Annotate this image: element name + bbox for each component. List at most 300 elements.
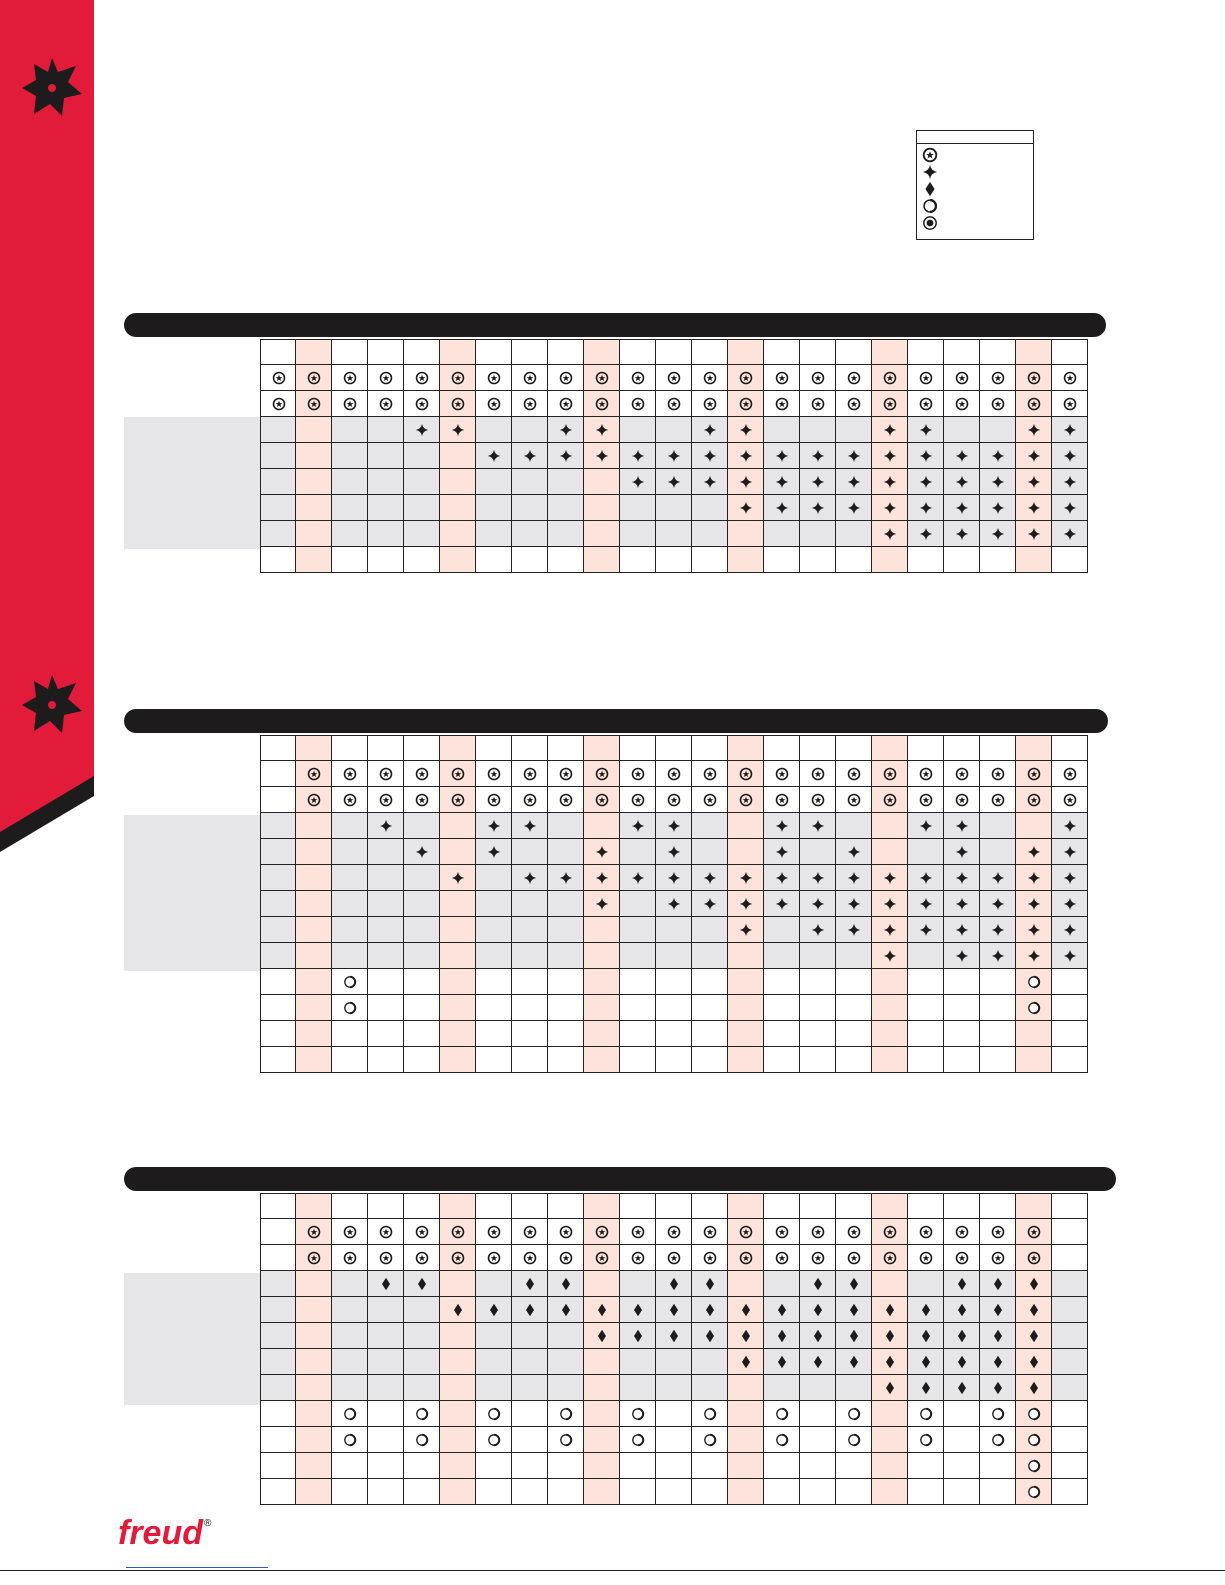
star-circle-icon (451, 397, 465, 411)
table-cell (584, 495, 620, 521)
table-cell (836, 521, 872, 547)
table-cell (548, 521, 584, 547)
star-circle-icon (595, 371, 609, 385)
table-cell (332, 839, 368, 865)
table-cell (764, 1453, 800, 1479)
star-circle-icon (955, 1225, 969, 1239)
diamond-icon (523, 1277, 537, 1291)
diamond-icon (631, 1303, 645, 1317)
table-cell (476, 969, 512, 995)
open-circle-icon (847, 1407, 861, 1421)
table-cell (872, 1219, 908, 1245)
table-cell (296, 1401, 332, 1427)
table-cell (440, 1271, 476, 1297)
table-cell (512, 365, 548, 391)
star-circle-icon (883, 1225, 897, 1239)
table-cell (368, 521, 404, 547)
diamond-icon (847, 1355, 861, 1369)
star-circle-icon (703, 1225, 717, 1239)
table-cell (332, 813, 368, 839)
table-cell (980, 365, 1016, 391)
star-circle-icon (703, 793, 717, 807)
table-cell (476, 1245, 512, 1271)
star-circle-icon (811, 793, 825, 807)
table-cell (620, 787, 656, 813)
star-circle-icon (847, 1225, 861, 1239)
four-point-star-icon (775, 475, 789, 489)
four-point-star-icon (1063, 949, 1077, 963)
table-cell (404, 521, 440, 547)
four-point-star-icon (1063, 501, 1077, 515)
table-row (260, 813, 1088, 839)
table-cell (620, 1453, 656, 1479)
table-cell (260, 365, 296, 391)
table-cell (692, 1349, 728, 1375)
table-cell (980, 969, 1016, 995)
four-point-star-icon (883, 949, 897, 963)
diamond-icon (847, 1303, 861, 1317)
star-circle-icon (991, 371, 1005, 385)
table-cell (800, 1193, 836, 1219)
table-cell (1052, 469, 1088, 495)
four-point-star-icon (667, 819, 681, 833)
table-cell (296, 1349, 332, 1375)
table-cell (368, 969, 404, 995)
open-circle-icon (1027, 1433, 1041, 1447)
table-cell (620, 469, 656, 495)
open-circle-icon (847, 1433, 861, 1447)
table-cell (548, 995, 584, 1021)
table-cell (1052, 1193, 1088, 1219)
star-circle-icon (631, 1225, 645, 1239)
table-cell (1016, 1297, 1052, 1323)
table-cell (908, 787, 944, 813)
table-cell (476, 417, 512, 443)
table-cell (332, 391, 368, 417)
four-point-star-icon (955, 449, 969, 463)
table-cell (620, 813, 656, 839)
table-cell (944, 365, 980, 391)
table-cell (548, 1245, 584, 1271)
table-cell (440, 1479, 476, 1505)
table-cell (1052, 1375, 1088, 1401)
table-cell (440, 943, 476, 969)
table-cell (512, 1453, 548, 1479)
table-cell (368, 813, 404, 839)
table-cell (764, 813, 800, 839)
table-cell (980, 1219, 1016, 1245)
table-cell (476, 1323, 512, 1349)
table-cell (872, 1193, 908, 1219)
diamond-icon (631, 1329, 645, 1343)
table-cell (296, 417, 332, 443)
table-row (260, 1047, 1088, 1073)
four-point-star-icon (1063, 845, 1077, 859)
table-cell (764, 1021, 800, 1047)
table-cell (980, 547, 1016, 573)
table-cell (584, 1219, 620, 1245)
table-cell (620, 443, 656, 469)
table-cell (980, 1271, 1016, 1297)
table-cell (404, 339, 440, 365)
table-cell (620, 917, 656, 943)
table-cell (836, 1349, 872, 1375)
table-cell (800, 1349, 836, 1375)
table-cell (656, 1427, 692, 1453)
table-cell (1052, 891, 1088, 917)
star-circle-icon (451, 1251, 465, 1265)
table-cell (944, 547, 980, 573)
four-point-star-icon (1063, 449, 1077, 463)
table-cell (728, 521, 764, 547)
diamond-icon (703, 1303, 717, 1317)
table-cell (476, 761, 512, 787)
table-cell (1052, 761, 1088, 787)
table-cell (476, 469, 512, 495)
table-cell (800, 1047, 836, 1073)
table-cell (800, 917, 836, 943)
table-cell (548, 1479, 584, 1505)
table-cell (656, 1245, 692, 1271)
table-row (260, 391, 1088, 417)
table-cell (800, 1375, 836, 1401)
table-cell (692, 969, 728, 995)
table-cell (692, 839, 728, 865)
table-cell (368, 865, 404, 891)
star-circle-icon (631, 397, 645, 411)
table-row (260, 1021, 1088, 1047)
four-point-star-icon (667, 475, 681, 489)
table-cell (548, 839, 584, 865)
table-cell (620, 1323, 656, 1349)
diamond-icon (487, 1303, 501, 1317)
table-cell (872, 547, 908, 573)
table-row (260, 839, 1088, 865)
table-cell (980, 339, 1016, 365)
diamond-icon (919, 1303, 933, 1317)
table-cell (404, 365, 440, 391)
star-circle-icon (487, 1251, 501, 1265)
star-circle-icon (523, 397, 537, 411)
table-cell (836, 1297, 872, 1323)
table-cell (584, 1297, 620, 1323)
star-circle-icon (307, 767, 321, 781)
diamond-icon (595, 1329, 609, 1343)
table-cell (620, 495, 656, 521)
open-circle-icon (703, 1407, 717, 1421)
table-cell (656, 839, 692, 865)
url-underline (126, 1567, 268, 1568)
table-cell (800, 391, 836, 417)
table-cell (944, 917, 980, 943)
table-cell (908, 1271, 944, 1297)
table-cell (1016, 417, 1052, 443)
four-point-star-icon (955, 871, 969, 885)
star-circle-icon (991, 1225, 1005, 1239)
table-cell (944, 1349, 980, 1375)
table-cell (512, 917, 548, 943)
table-cell (584, 1271, 620, 1297)
diamond-icon (1027, 1277, 1041, 1291)
table-cell (980, 917, 1016, 943)
table-cell (836, 969, 872, 995)
table-cell (692, 1323, 728, 1349)
table-cell (584, 839, 620, 865)
table-cell (260, 891, 296, 917)
table-cell (1052, 1297, 1088, 1323)
star-circle-icon (487, 397, 501, 411)
table-cell (404, 1401, 440, 1427)
table-cell (980, 787, 1016, 813)
four-point-star-icon (739, 871, 753, 885)
table-cell (404, 1271, 440, 1297)
table-cell (404, 1297, 440, 1323)
table-cell (944, 495, 980, 521)
table-cell (728, 1401, 764, 1427)
star-circle-icon (883, 767, 897, 781)
table-cell (836, 1021, 872, 1047)
table-cell (692, 995, 728, 1021)
diamond-icon (919, 1355, 933, 1369)
category-band (124, 1273, 260, 1405)
table-cell (512, 865, 548, 891)
table-cell (368, 891, 404, 917)
table-cell (260, 1047, 296, 1073)
table-cell (728, 1047, 764, 1073)
table-cell (944, 391, 980, 417)
table-cell (728, 813, 764, 839)
table-cell (404, 547, 440, 573)
star-circle-icon (667, 397, 681, 411)
diamond-icon (703, 1329, 717, 1343)
open-circle-icon (343, 975, 357, 989)
table-cell (332, 1375, 368, 1401)
table-cell (332, 339, 368, 365)
table-cell (368, 839, 404, 865)
table-cell (440, 839, 476, 865)
four-point-star-icon (775, 897, 789, 911)
table-cell (620, 1219, 656, 1245)
table-cell (296, 943, 332, 969)
four-point-star-icon (847, 475, 861, 489)
star-circle-icon (847, 371, 861, 385)
legend-row (922, 198, 938, 214)
table-cell (404, 787, 440, 813)
table-cell (692, 339, 728, 365)
table-row (260, 1219, 1088, 1245)
table-cell (620, 995, 656, 1021)
table-cell (1052, 865, 1088, 891)
star-circle-icon (559, 793, 573, 807)
four-point-star-icon (1027, 423, 1041, 437)
four-point-star-icon (883, 449, 897, 463)
table-cell (944, 891, 980, 917)
table-cell (584, 1453, 620, 1479)
table-cell (368, 1021, 404, 1047)
table-cell (944, 813, 980, 839)
diamond-icon (379, 1277, 393, 1291)
table-cell (476, 813, 512, 839)
four-point-star-icon (703, 897, 717, 911)
star-circle-icon (343, 1225, 357, 1239)
star-circle-icon (922, 147, 938, 163)
table-cell (728, 469, 764, 495)
star-circle-icon (343, 371, 357, 385)
table-cell (800, 521, 836, 547)
table-cell (980, 1323, 1016, 1349)
table-cell (368, 391, 404, 417)
four-point-star-icon (883, 475, 897, 489)
table-cell (800, 365, 836, 391)
four-point-star-icon (919, 923, 933, 937)
table-cell (1016, 521, 1052, 547)
table-cell (980, 391, 1016, 417)
table-cell (584, 865, 620, 891)
table-cell (836, 547, 872, 573)
table-cell (1052, 787, 1088, 813)
table-cell (656, 443, 692, 469)
table-cell (296, 1453, 332, 1479)
table-cell (728, 995, 764, 1021)
table-cell (656, 1375, 692, 1401)
diamond-icon (775, 1355, 789, 1369)
table-cell (440, 365, 476, 391)
table-cell (260, 969, 296, 995)
symbol-legend (916, 130, 1034, 240)
table-cell (656, 891, 692, 917)
table-cell (656, 365, 692, 391)
table-cell (512, 1479, 548, 1505)
star-circle-icon (1027, 1251, 1041, 1265)
table-cell (260, 495, 296, 521)
four-point-star-icon (847, 501, 861, 515)
four-point-star-icon (631, 475, 645, 489)
table-cell (1016, 495, 1052, 521)
table-cell (620, 1479, 656, 1505)
four-point-star-icon (919, 501, 933, 515)
table-cell (1052, 943, 1088, 969)
four-point-star-icon (919, 897, 933, 911)
table-cell (836, 1479, 872, 1505)
table-cell (980, 1453, 1016, 1479)
table-cell (1016, 735, 1052, 761)
star-circle-icon (379, 767, 393, 781)
table-cell (404, 917, 440, 943)
star-circle-icon (343, 1251, 357, 1265)
diamond-icon (775, 1303, 789, 1317)
table-cell (908, 339, 944, 365)
diamond-icon (847, 1329, 861, 1343)
table-cell (332, 495, 368, 521)
table-cell (872, 1323, 908, 1349)
star-circle-icon (739, 371, 753, 385)
table-cell (260, 917, 296, 943)
table-cell (980, 891, 1016, 917)
four-point-star-icon (703, 449, 717, 463)
table-cell (692, 1047, 728, 1073)
table-cell (548, 1047, 584, 1073)
four-point-star-icon (775, 819, 789, 833)
table-cell (944, 839, 980, 865)
table-cell (836, 943, 872, 969)
star-circle-icon (667, 371, 681, 385)
star-circle-icon (451, 1225, 465, 1239)
table-cell (404, 1453, 440, 1479)
four-point-star-icon (703, 871, 717, 885)
table-cell (440, 1193, 476, 1219)
table-cell (368, 1401, 404, 1427)
table-cell (656, 735, 692, 761)
table-cell (476, 1375, 512, 1401)
four-point-star-icon (919, 527, 933, 541)
table-cell (260, 391, 296, 417)
table-cell (980, 1021, 1016, 1047)
table-cell (656, 1021, 692, 1047)
table-cell (476, 787, 512, 813)
star-circle-icon (451, 793, 465, 807)
table-cell (620, 1021, 656, 1047)
legend-row (922, 147, 938, 163)
four-point-star-icon (703, 475, 717, 489)
table-cell (584, 1047, 620, 1073)
table-cell (476, 1401, 512, 1427)
table-cell (440, 469, 476, 495)
table-cell (584, 1193, 620, 1219)
four-point-star-icon (955, 897, 969, 911)
table-cell (836, 995, 872, 1021)
table-cell (296, 391, 332, 417)
table-cell (440, 865, 476, 891)
four-point-star-icon (595, 423, 609, 437)
table-cell (872, 917, 908, 943)
table-cell (260, 417, 296, 443)
diamond-icon (667, 1329, 681, 1343)
table-cell (692, 1375, 728, 1401)
table-cell (332, 469, 368, 495)
star-circle-icon (775, 397, 789, 411)
table-cell (980, 761, 1016, 787)
star-circle-icon (523, 793, 537, 807)
table-cell (584, 1401, 620, 1427)
table-cell (800, 1297, 836, 1323)
star-circle-icon (919, 1225, 933, 1239)
table-cell (512, 1349, 548, 1375)
table-row (260, 995, 1088, 1021)
star-circle-icon (559, 397, 573, 411)
table-cell (764, 735, 800, 761)
table-cell (800, 495, 836, 521)
four-point-star-icon (811, 475, 825, 489)
star-circle-icon (919, 793, 933, 807)
svg-text:freud: freud (118, 1514, 203, 1552)
table-cell (1052, 339, 1088, 365)
table-row (260, 417, 1088, 443)
table-cell (296, 1297, 332, 1323)
table-cell (1052, 969, 1088, 995)
table-cell (332, 761, 368, 787)
diamond-icon (991, 1277, 1005, 1291)
table-row (260, 443, 1088, 469)
star-circle-icon (595, 1251, 609, 1265)
table-cell (512, 839, 548, 865)
table-cell (332, 1401, 368, 1427)
table-cell (1016, 891, 1052, 917)
table-cell (260, 995, 296, 1021)
table-cell (692, 917, 728, 943)
table-cell (1052, 391, 1088, 417)
table-cell (476, 1479, 512, 1505)
table-row (260, 1245, 1088, 1271)
